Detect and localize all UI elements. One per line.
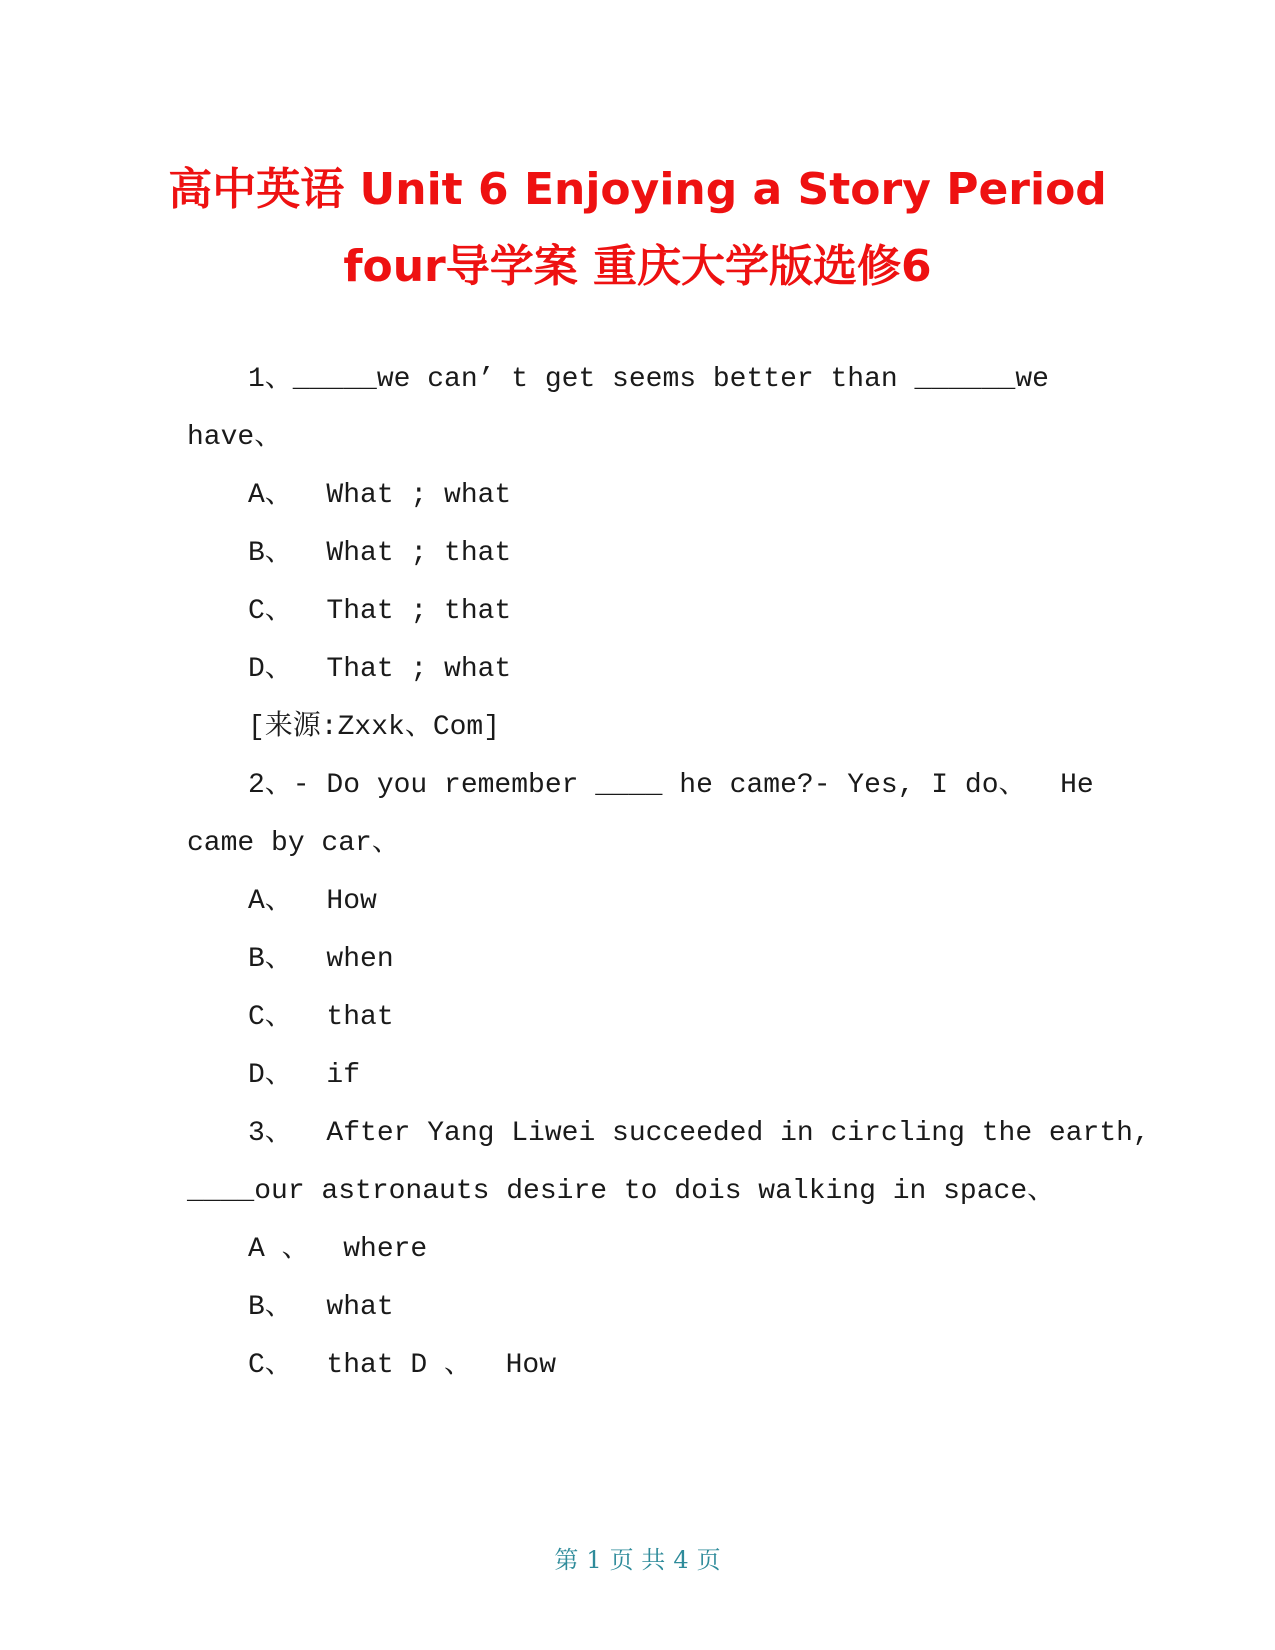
page-footer [0,1548,1275,1572]
question-1-option-a: A、 What ; what [248,480,512,511]
question-2-option-a: A、 How [248,886,377,917]
question-2-stem-continued: came by car、 [187,828,400,859]
footer-total-pages: 4 [673,1546,689,1574]
question-1-stem-continued: have、 [187,422,283,453]
source-note: [来源:Zxxk、Com] [248,712,501,743]
question-1-option-c: C、 That ; that [248,596,512,627]
footer-prefix: 第 [554,1546,579,1574]
footer-middle: 页 共 [609,1546,666,1574]
document-title-line-2: four导学案 重庆大学版选修6 [343,241,932,292]
question-1-stem: 1、_____we can’ t get seems better than ______we [248,364,1049,395]
question-2-stem: 2、- Do you remember ____ he came?- Yes, I do、 He [248,770,1094,801]
footer-suffix: 页 [696,1546,721,1574]
question-3-option-a: A 、 where [248,1234,428,1265]
question-1-option-b: B、 What ; that [248,538,512,569]
question-1-option-d: D、 That ; what [248,654,512,685]
document-title-line-1: 高中英语 Unit 6 Enjoying a Story Period [168,164,1107,215]
question-2-option-b: B、 when [248,944,394,975]
question-3-option-b: B、 what [248,1292,394,1323]
question-3-stem-continued: ____our astronauts desire to dois walking in space、 [187,1176,1056,1207]
question-2-option-d: D、 if [248,1060,361,1091]
footer-page-number: 1 [586,1546,602,1574]
question-2-option-c: C、 that [248,1002,394,1033]
question-3-stem: 3、 After Yang Liwei succeeded in circling the earth, [248,1118,1150,1149]
question-3-option-c-d: C、 that D 、 How [248,1350,557,1381]
